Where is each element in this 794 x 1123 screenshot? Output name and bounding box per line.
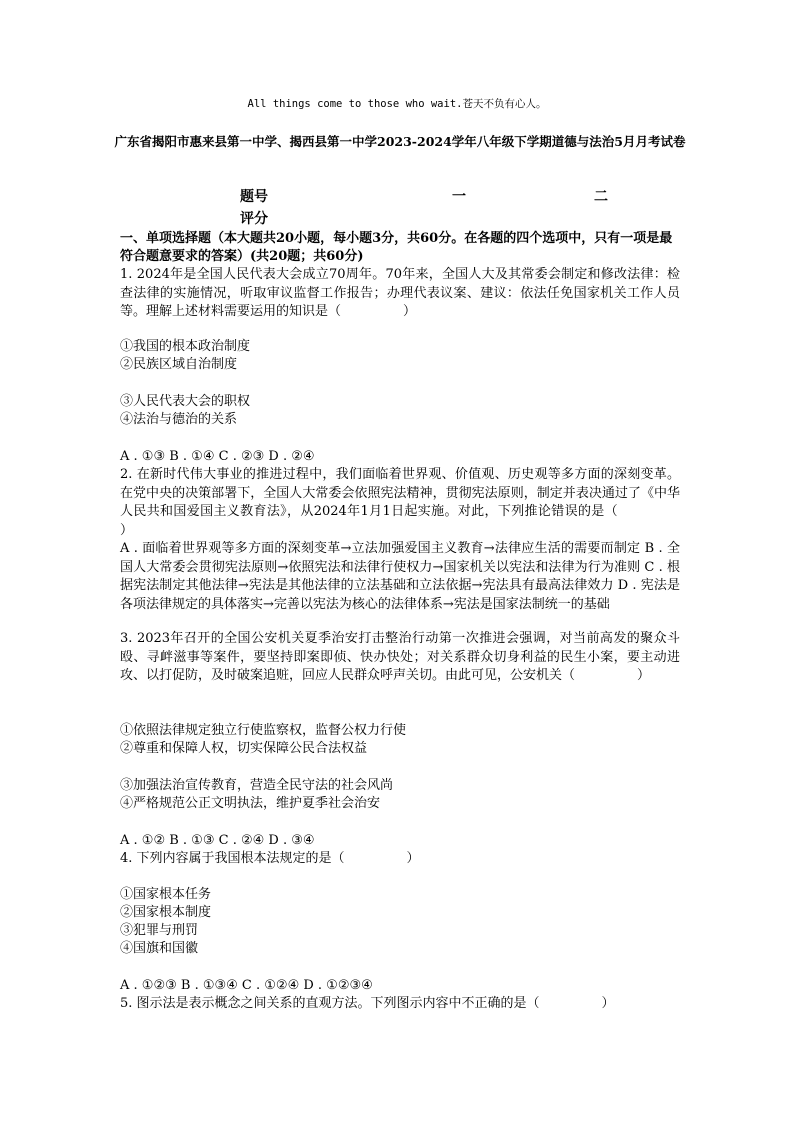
q3-item-3: ③加强法治宣传教育，营造全民守法的社会风尚 [120, 778, 394, 793]
q3-item-1: ①依照法律规定独立行使监察权，监督公权力行使 [120, 723, 407, 738]
section-heading: 一、单项选择题（本大题共20小题，每小题3分，共60分。在各题的四个选项中，只有一项是最符合题意要求的答案）(共20题；共60分) [120, 231, 673, 264]
q3-item-2: ②尊重和保障人权，切实保障公民合法权益 [120, 741, 368, 756]
q1-item-1: ①我国的根本政治制度 [120, 339, 251, 354]
exam-title: 广东省揭阳市惠来县第一中学、揭西县第一中学2023-2024学年八年级下学期道德与法治5月月考试卷 [114, 134, 686, 149]
score-col-1: 一 [452, 189, 466, 205]
q2-choices: A . 面临着世界观等多方面的深刻变革→立法加强爱国主义教育→法律应生活的需要而制定 B . 全国人大常委会贯彻宪法原则→依照宪法和法律行使权力→国家机关以宪法和法律为行为准则 C . 根据宪法制定其他法律→宪法是其他法律的立法基础和立法依据→宪法具有最高法律效力 D . 宪法是各项法律规定的具体落实→完善以宪法为核心的法律体系→宪法是国家法制统一的基础 [120, 541, 680, 612]
motto: All things come to those who wait.苍天不负有心人。 [247, 98, 547, 110]
q1-item-2: ②民族区域自治制度 [120, 357, 238, 372]
q4-item-3: ③犯罪与刑罚 [120, 923, 199, 938]
q4-item-1: ①国家根本任务 [120, 887, 212, 902]
question-4-stem: 4. 下列内容属于我国根本法规定的是（ ） [120, 851, 420, 866]
score-header-label: 题号 [240, 189, 268, 205]
question-3-stem: 3. 2023年召开的全国公安机关夏季治安打击整治行动第一次推进会强调，对当前高发的聚众斗殴、寻衅滋事等案件，要坚持即案即侦、快办快处；对关系群众切身利益的民生小案，要主动进攻、以打促防，及时破案追赃，回应人民群众呼声关切。由此可见，公安机关（ ） [120, 631, 680, 683]
q1-choices: A . ①③ B . ①④ C . ②③ D . ②④ [120, 449, 315, 464]
question-1-stem: 1. 2024年是全国人民代表大会成立70周年。70年来，全国人大及其常委会制定和修改法律：检查法律的实施情况，听取审议监督工作报告；办理代表议案、建议：依法任免国家机关工作人员等。理解上述材料需要运用的知识是（ ） [120, 267, 680, 319]
q4-item-4: ④国旗和国徽 [120, 941, 199, 956]
q3-choices: A . ①② B . ①③ C . ②④ D . ③④ [120, 833, 315, 848]
q4-item-2: ②国家根本制度 [120, 905, 212, 920]
score-col-2: 二 [594, 189, 608, 205]
score-row-label: 评分 [240, 211, 268, 227]
question-2-stem: 2. 在新时代伟大事业的推进过程中，我们面临着世界观、价值观、历史观等多方面的深刻变革。在党中央的决策部署下，全国人大常委会依照宪法精神，贯彻宪法原则，制定并表决通过了《中华人民共和国爱国主义教育法》，从2024年1月1日起实施。对此，下列推论错误的是（） [120, 467, 680, 538]
q4-choices: A . ①②③ B . ①③④ C . ①②④ D . ①②③④ [120, 978, 373, 993]
question-5-stem: 5. 图示法是表示概念之间关系的直观方法。下列图示内容中不正确的是（ ） [120, 996, 615, 1011]
q1-item-4: ④法治与德治的关系 [120, 412, 238, 427]
q3-item-4: ④严格规范公正文明执法，维护夏季社会治安 [120, 796, 381, 811]
q1-item-3: ③人民代表大会的职权 [120, 394, 251, 409]
